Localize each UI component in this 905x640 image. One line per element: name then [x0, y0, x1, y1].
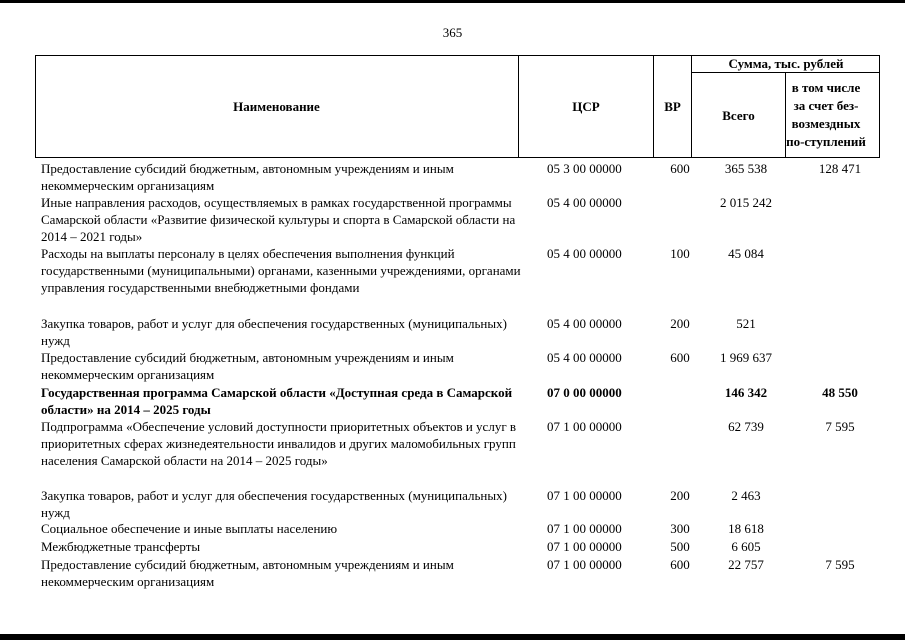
table-header [35, 55, 880, 158]
row-total: 1 969 637 [720, 350, 772, 365]
row-name: Расходы на выплаты персоналу в целях обеспечения выполнения функций государственными (муниципальными) органами, казенными учреждениями, органами управления государственными внебюджетными фондами [41, 246, 521, 295]
row-csr: 05 4 00 00000 [547, 316, 622, 331]
row-vr: 500 [670, 539, 690, 554]
row-bez: 7 595 [825, 557, 855, 572]
row-total: 2 015 242 [720, 195, 772, 210]
row-bez: 48 550 [822, 385, 858, 400]
top-border [0, 0, 905, 3]
row-name: Закупка товаров, работ и услуг для обеспечения государственных (муниципальных) нужд [41, 488, 507, 520]
row-csr: 07 0 00 00000 [547, 385, 622, 400]
bottom-border [0, 634, 905, 640]
row-name: Предоставление субсидий бюджетным, автономным учреждениям и иным некоммерческим организациям [41, 557, 454, 589]
row-total: 2 463 [731, 488, 761, 503]
row-name: Подпрограмма «Обеспечение условий доступности приоритетных объектов и услуг в приоритетных сферах жизнедеятельности инвалидов и других маломобильных групп населения Самарской области на 2014 – 2025 годы» [41, 419, 517, 468]
row-csr: 07 1 00 00000 [547, 539, 622, 554]
row-csr: 05 4 00 00000 [547, 246, 622, 261]
row-total: 6 605 [731, 539, 761, 554]
row-csr: 07 1 00 00000 [547, 521, 622, 536]
header-amount: Сумма, тыс. рублей [728, 56, 844, 71]
row-csr: 07 1 00 00000 [547, 419, 622, 434]
row-name: Межбюджетные трансферты [41, 539, 201, 554]
row-vr: 100 [670, 246, 690, 261]
row-vr: 600 [670, 161, 690, 176]
header-csr: ЦСР [572, 99, 600, 114]
row-total: 365 538 [724, 161, 768, 176]
row-name: Предоставление субсидий бюджетным, автономным учреждениям и иным некоммерческим организациям [41, 161, 454, 193]
row-total: 22 757 [728, 557, 764, 572]
header-total: Всего [722, 107, 755, 123]
row-name: Социальное обеспечение и иные выплаты населению [41, 521, 338, 536]
header-bez: в том числе за счет без-возмездных по-ступлений [786, 80, 866, 149]
row-name: Государственная программа Самарской области «Доступная среда в Самарской области» на 2014 – 2025 годы [41, 385, 513, 417]
row-csr: 05 4 00 00000 [547, 195, 622, 210]
row-name: Предоставление субсидий бюджетным, автономным учреждениям и иным некоммерческим организациям [41, 350, 454, 382]
row-csr: 05 4 00 00000 [547, 350, 622, 365]
header-name: Наименование [233, 99, 320, 114]
row-name: Иные направления расходов, осуществляемых в рамках государственной программы Самарской области «Развитие физической культуры и спорта в Самарской области на 2014 – 2021 годы» [41, 195, 516, 244]
row-name: Закупка товаров, работ и услуг для обеспечения государственных (муниципальных) нужд [41, 316, 507, 348]
row-csr: 07 1 00 00000 [547, 488, 622, 503]
row-total: 62 739 [728, 419, 764, 434]
row-vr: 200 [670, 488, 690, 503]
row-bez: 128 471 [818, 161, 862, 176]
row-total: 18 618 [728, 521, 764, 536]
row-total: 521 [736, 316, 756, 331]
row-vr: 600 [670, 350, 690, 365]
page-number: 365 [442, 25, 463, 40]
row-total: 45 084 [728, 246, 764, 261]
row-vr: 300 [670, 521, 690, 536]
row-vr: 200 [670, 316, 690, 331]
row-csr: 05 3 00 00000 [547, 161, 622, 176]
row-vr: 600 [670, 557, 690, 572]
row-csr: 07 1 00 00000 [547, 557, 622, 572]
header-vr: ВР [664, 99, 681, 114]
row-total: 146 342 [724, 385, 768, 400]
row-bez: 7 595 [825, 419, 855, 434]
